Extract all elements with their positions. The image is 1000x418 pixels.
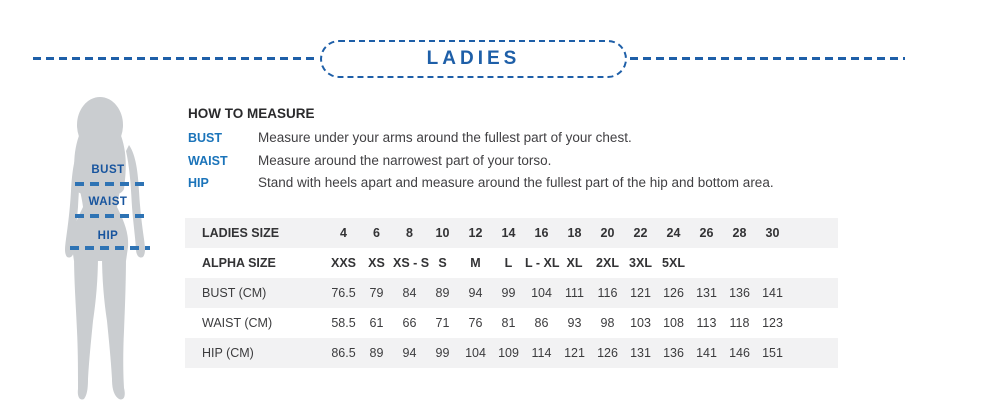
size-cell: 89 [435,286,450,300]
size-cell: 86 [534,316,549,330]
figure-waist-label: WAIST [88,196,128,208]
size-cell: M [470,256,481,270]
divider-dash-left [33,57,318,60]
size-cell: 121 [564,346,585,360]
size-cell: 24 [666,226,681,240]
size-cell: 109 [498,346,519,360]
measure-desc-bust: Measure under your arms around the fullest part of your chest. [258,130,632,145]
row-spacer [789,278,838,308]
size-cell: 131 [630,346,651,360]
size-cell: 66 [402,316,417,330]
size-cell: 89 [369,346,384,360]
how-to-measure-section [188,106,888,198]
size-cell: 16 [534,226,549,240]
size-cell [756,248,789,278]
waist-measure-line [75,214,145,218]
size-cell: 104 [531,286,552,300]
size-cell: 136 [729,286,750,300]
size-cell: 118 [729,316,750,330]
table-row [185,308,838,338]
divider-dash-right [630,57,905,60]
row-label: ALPHA SIZE [202,256,276,270]
size-cell: 30 [765,226,780,240]
size-cell: 98 [600,316,615,330]
size-cell: 123 [762,316,783,330]
size-cell: 126 [597,346,618,360]
size-cell: 141 [762,286,783,300]
size-cell: 4 [340,226,347,240]
measure-term-bust: BUST [188,131,223,145]
measure-row-hip [188,175,888,198]
size-cell: XXS [330,256,356,270]
row-label: WAIST (CM) [202,316,273,330]
size-cell: 81 [501,316,516,330]
row-spacer [789,308,838,338]
measure-row-waist [188,153,888,176]
row-label: HIP (CM) [202,346,254,360]
size-cell: 116 [597,286,618,300]
size-cell: 151 [762,346,783,360]
size-cell: S [438,256,447,270]
size-cell: 111 [564,286,584,300]
row-spacer [789,338,838,368]
measure-term-hip: HIP [188,176,209,190]
size-cell: 12 [468,226,483,240]
row-spacer [789,248,838,278]
size-cell: 84 [402,286,417,300]
size-cell: 28 [732,226,747,240]
ladies-section-pill [320,40,627,78]
size-cell: 10 [435,226,450,240]
measurement-figure [40,93,170,408]
size-cell: 146 [729,346,750,360]
figure-bust-label: BUST [91,164,125,176]
size-cell: 18 [567,226,582,240]
size-cell: XS [368,256,385,270]
table-row [185,278,838,308]
size-cell: 76 [468,316,483,330]
bust-measure-line [75,182,145,186]
table-row [185,248,838,278]
size-cell: L [504,256,513,270]
size-cell: 58.5 [331,316,356,330]
size-cell [723,248,756,278]
size-cell: 26 [699,226,714,240]
size-cell: 61 [369,316,384,330]
size-cell: 131 [696,286,717,300]
female-silhouette-icon [40,93,170,408]
size-cell: 121 [630,286,651,300]
measure-desc-waist: Measure around the narrowest part of your torso. [258,152,552,168]
measure-term-waist: WAIST [188,153,228,168]
size-cell: 136 [663,346,684,360]
size-cell: XL [566,256,583,270]
size-cell: 141 [696,346,717,360]
size-cell: 104 [465,346,486,360]
size-cell: 3XL [629,256,652,270]
row-spacer [789,218,838,248]
size-cell: 8 [406,226,413,240]
size-cell: XS - S [393,256,430,270]
size-cell: 2XL [596,256,619,270]
size-cell: 5XL [662,256,685,270]
size-cell: 94 [402,346,417,360]
size-cell: 71 [435,316,450,330]
size-cell: 76.5 [331,286,356,300]
measure-row-bust [188,130,888,153]
size-cell: 99 [501,286,516,300]
size-table [185,218,838,368]
size-cell: 108 [663,316,684,330]
size-cell: 94 [468,286,483,300]
size-cell: L - XL [525,256,560,270]
size-cell: 114 [531,346,552,360]
size-cell: 20 [600,226,615,240]
how-to-measure-title: HOW TO MEASURE [188,106,315,121]
table-row [185,338,838,368]
size-table-section [185,218,838,368]
size-cell: 103 [630,316,651,330]
size-cell: 6 [373,226,380,240]
size-cell: 86.5 [331,346,356,360]
size-cell: 14 [501,226,516,240]
figure-hip-label: HIP [97,230,119,242]
size-cell: 79 [369,286,384,300]
size-cell: 126 [663,286,684,300]
size-cell: 93 [567,316,582,330]
size-cell: 99 [435,346,450,360]
table-row [185,218,838,248]
row-label: LADIES SIZE [202,226,280,240]
ladies-section-label: LADIES [426,48,521,69]
size-cell: 113 [696,316,717,330]
measure-desc-hip: Stand with heels apart and measure around the fullest part of the hip and bottom area. [258,175,774,190]
hip-measure-line [70,246,150,250]
row-label: BUST (CM) [202,286,267,300]
size-cell [690,248,723,278]
size-cell: 22 [633,226,648,240]
